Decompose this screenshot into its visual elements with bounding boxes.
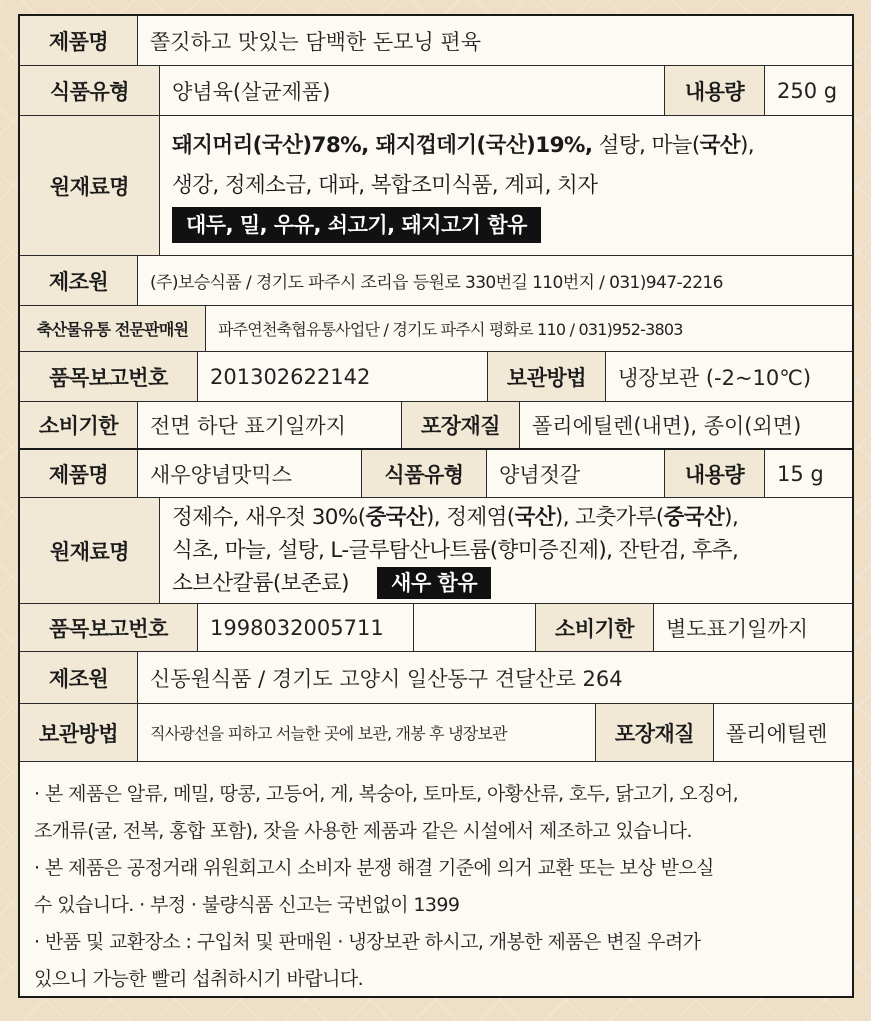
notice-line: 있으니 가능한 빨리 섭취하시기 바랍니다. (34, 968, 364, 990)
p1-qty-value: 250 g (777, 78, 838, 103)
p2-blank-cell (414, 604, 536, 651)
p1-type-label: 식품유형 (20, 66, 160, 115)
p2-maker-row (20, 652, 852, 704)
p2-expiry-value: 별도표기일까지 (666, 616, 809, 641)
p1-expiry-label: 소비기한 (20, 402, 138, 448)
p1-maker-label: 제조원 (20, 256, 138, 305)
p2-report-row (20, 604, 852, 652)
p2-name-label: 제품명 (20, 450, 138, 497)
p1-report-label: 품목보고번호 (20, 352, 198, 401)
p1-storage-value: 냉장보관 (-2~10℃) (618, 365, 812, 390)
p2-report-label: 품목보고번호 (20, 604, 198, 651)
p1-maker-row (20, 256, 852, 306)
notice-line: 조개류(굴, 전복, 홍합 포함), 잣을 사용한 제품과 같은 시설에서 제조하고 있습니다. (34, 820, 692, 842)
p2-qty-label: 내용량 (665, 450, 765, 497)
p1-ingredients-row (20, 116, 852, 256)
p2-name-value: 새우양념맛믹스 (138, 450, 362, 497)
p1-name-value: 쫄깃하고 맛있는 담백한 돈모닝 편육 (150, 29, 481, 54)
p2-ingr-label: 원재료명 (20, 498, 160, 603)
p1-expiry-value: 전면 하단 표기일까지 (138, 402, 402, 448)
p1-ingr-main: 돼지머리(국산)78%, 돼지껍데기(국산)19%, (172, 132, 593, 158)
p1-type-row (20, 66, 852, 116)
p2-storage-label: 보관방법 (20, 704, 138, 761)
p2-pack-value: 폴리에틸렌 (726, 721, 828, 746)
p2-qty-value: 15 g (777, 461, 824, 486)
p1-seller-row (20, 306, 852, 352)
p2-ingr-line1: 정제수, 새우젓 30%(중국산), 정제염(국산), 고춧가루(중국산), (172, 505, 739, 530)
p2-ingr-value (160, 498, 852, 603)
food-label (18, 14, 854, 998)
p2-ingr-line3: 소브산칼륨(보존료) 새우 함유 (172, 567, 491, 600)
p2-maker-value: 신동원식품 / 경기도 고양시 일산동구 견달산로 264 (150, 666, 623, 691)
p2-maker-label: 제조원 (20, 652, 138, 703)
p2-ingr-line2: 식초, 마늘, 설탕, L-글루탐산나트륨(향미증진제), 잔탄검, 후추, (172, 538, 739, 563)
p1-pack-value: 폴리에틸렌(내면), 종이(외면) (532, 414, 802, 438)
p1-ingr-line3 (172, 206, 541, 246)
p1-report-value: 201302622142 (198, 352, 488, 401)
p1-name-label: 제품명 (20, 16, 138, 65)
p1-seller-value: 파주연천축협유통사업단 / 경기도 파주시 평화로 110 / 031)952-3803 (218, 320, 683, 339)
p1-type-value: 양념육(살균제품) (160, 66, 665, 115)
p2-storage-row (20, 704, 852, 762)
p1-name-row (20, 16, 852, 66)
p2-ingredients-row (20, 498, 852, 604)
p1-pack-label: 포장재질 (402, 402, 520, 448)
p2-allergen-badge: 새우 함유 (377, 567, 491, 599)
p1-allergen-badge: 대두, 밀, 우유, 쇠고기, 돼지고기 함유 (172, 207, 541, 243)
p2-expiry-label: 소비기한 (536, 604, 654, 651)
p2-storage-value: 직사광선을 피하고 서늘한 곳에 보관, 개봉 후 냉장보관 (138, 704, 596, 761)
notice-line: · 본 제품은 공정거래 위원회고시 소비자 분쟁 해결 기준에 의거 교환 또는 보상 받으실 (34, 857, 714, 879)
p2-type-value: 양념젓갈 (487, 450, 665, 497)
notice-line: 수 있습니다. · 부정 · 불량식품 신고는 국번없이 1399 (34, 894, 460, 916)
notice-section (20, 762, 852, 996)
p1-ingr-line1: 돼지머리(국산)78%, 돼지껍데기(국산)19%, 설탕, 마늘(국산), (172, 132, 754, 158)
p2-type-label: 식품유형 (362, 450, 487, 497)
p1-seller-label: 축산물유통 전문판매원 (20, 306, 206, 351)
p1-ingr-label: 원재료명 (20, 116, 160, 255)
notice-line: · 본 제품은 알류, 메밀, 땅콩, 고등어, 게, 복숭아, 토마토, 아황산류, 호두, 닭고기, 오징어, (34, 783, 739, 805)
notice-line: · 반품 및 교환장소 : 구입처 및 판매원 · 냉장보관 하시고, 개봉한 제품은 변질 우려가 (34, 931, 701, 953)
p1-qty-label: 내용량 (665, 66, 765, 115)
p2-report-value: 1998032005711 (198, 604, 414, 651)
p1-maker-value: (주)보승식품 / 경기도 파주시 조리읍 등원로 330번길 110번지 / 031)947-2216 (150, 273, 723, 293)
p1-expiry-row (20, 402, 852, 450)
p1-report-row (20, 352, 852, 402)
p1-ingr-value (160, 116, 852, 255)
p2-pack-label: 포장재질 (596, 704, 714, 761)
p1-ingr-line2: 생강, 정제소금, 대파, 복합조미식품, 계피, 치자 (172, 172, 598, 198)
p2-name-row (20, 450, 852, 498)
p1-storage-label: 보관방법 (488, 352, 606, 401)
